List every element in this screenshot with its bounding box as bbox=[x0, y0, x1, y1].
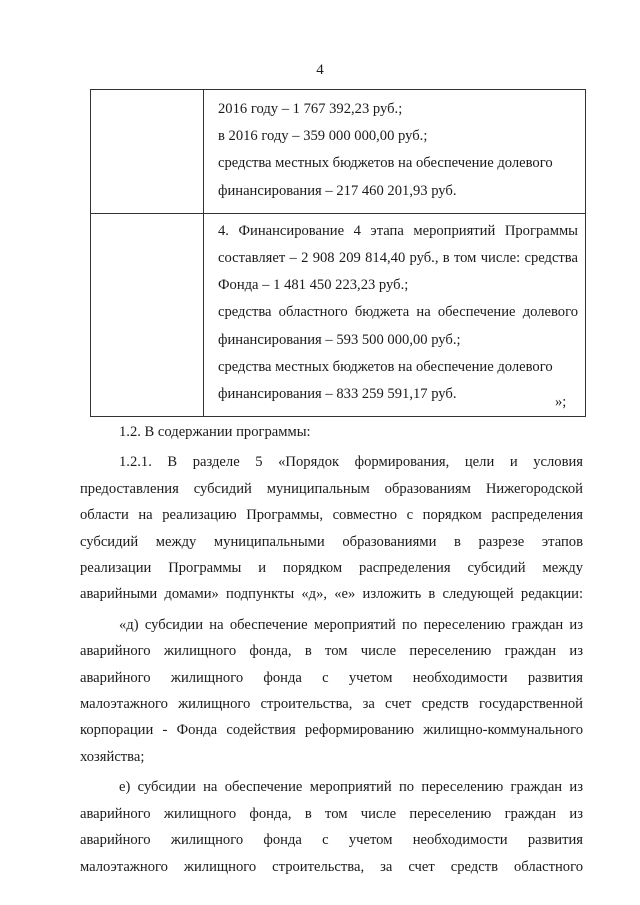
table-text-line: 2016 году – 1 767 392,23 руб.; bbox=[218, 101, 403, 117]
table-text-line: средства областного бюджета на обеспечение долевого bbox=[218, 304, 578, 321]
table-text-line: финансирования – 217 460 201,93 руб. bbox=[218, 182, 457, 199]
closing-quote: »; bbox=[555, 394, 567, 410]
table-cell-empty bbox=[91, 90, 204, 213]
paragraph-line: е) субсидии на обеспечение мероприятий по переселению граждан из bbox=[119, 779, 583, 796]
paragraph-line: малоэтажного жилищного строительства, за счет средств областного bbox=[80, 858, 583, 875]
paragraph-line: предоставления субсидий муниципальным образованиям Нижегородской bbox=[80, 480, 583, 497]
paragraph-line: реализации Программы и порядком распределения субсидий между bbox=[80, 560, 583, 577]
table-row bbox=[91, 213, 585, 416]
paragraph-line: корпорации - Фонда содействия реформированию жилищно-коммунального bbox=[80, 722, 583, 739]
page-number: 4 bbox=[316, 62, 324, 78]
paragraph-line: аварийного жилищного фонда с учетом необходимости развития bbox=[80, 832, 583, 849]
paragraph-line: малоэтажного жилищного строительства, за счет средств государственной bbox=[80, 696, 583, 713]
paragraph-line: субсидий между муниципальными образованиями в разрезе этапов bbox=[80, 533, 583, 550]
table-text-line: 4. Финансирование 4 этапа мероприятий Программы bbox=[218, 222, 578, 239]
table-text-line: финансирования – 593 500 000,00 руб.; bbox=[218, 331, 461, 348]
paragraph-line: 1.2.1. В разделе 5 «Порядок формирования, цели и условия bbox=[119, 454, 583, 471]
table-text-line: Фонда – 1 481 450 223,23 руб.; bbox=[218, 277, 409, 294]
table-text-line: в 2016 году – 359 000 000,00 руб.; bbox=[218, 128, 428, 145]
paragraph-line: аварийного жилищного фонда, в том числе переселению граждан из bbox=[80, 805, 583, 822]
table-row bbox=[91, 90, 585, 213]
paragraph-line: аварийного жилищного фонда, в том числе переселению граждан из bbox=[80, 643, 583, 660]
paragraph-line: хозяйства; bbox=[80, 748, 145, 765]
paragraph-line: области на реализацию Программы, совместно с порядком распределения bbox=[80, 507, 583, 524]
paragraph-line: «д) субсидии на обеспечение мероприятий по переселению граждан из bbox=[119, 616, 583, 633]
table-text-line: средства местных бюджетов на обеспечение долевого bbox=[218, 358, 553, 375]
paragraph-line: аварийными домами» подпункты «д», «е» изложить в следующей редакции: bbox=[80, 586, 583, 603]
table-text-line: составляет – 2 908 209 814,40 руб., в том числе: средства bbox=[218, 250, 578, 267]
funding-table bbox=[90, 89, 586, 417]
table-cell-empty bbox=[91, 214, 204, 416]
section-heading: 1.2. В содержании программы: bbox=[119, 424, 311, 440]
body-text bbox=[80, 419, 583, 880]
table-cell-funding-stage3 bbox=[204, 90, 585, 213]
paragraph-line: аварийного жилищного фонда с учетом необходимости развития bbox=[80, 669, 583, 686]
table-text-line: финансирования – 833 259 591,17 руб. bbox=[218, 386, 457, 403]
table-text-line: средства местных бюджетов на обеспечение долевого bbox=[218, 155, 553, 172]
table-cell-funding-stage4 bbox=[204, 214, 585, 416]
